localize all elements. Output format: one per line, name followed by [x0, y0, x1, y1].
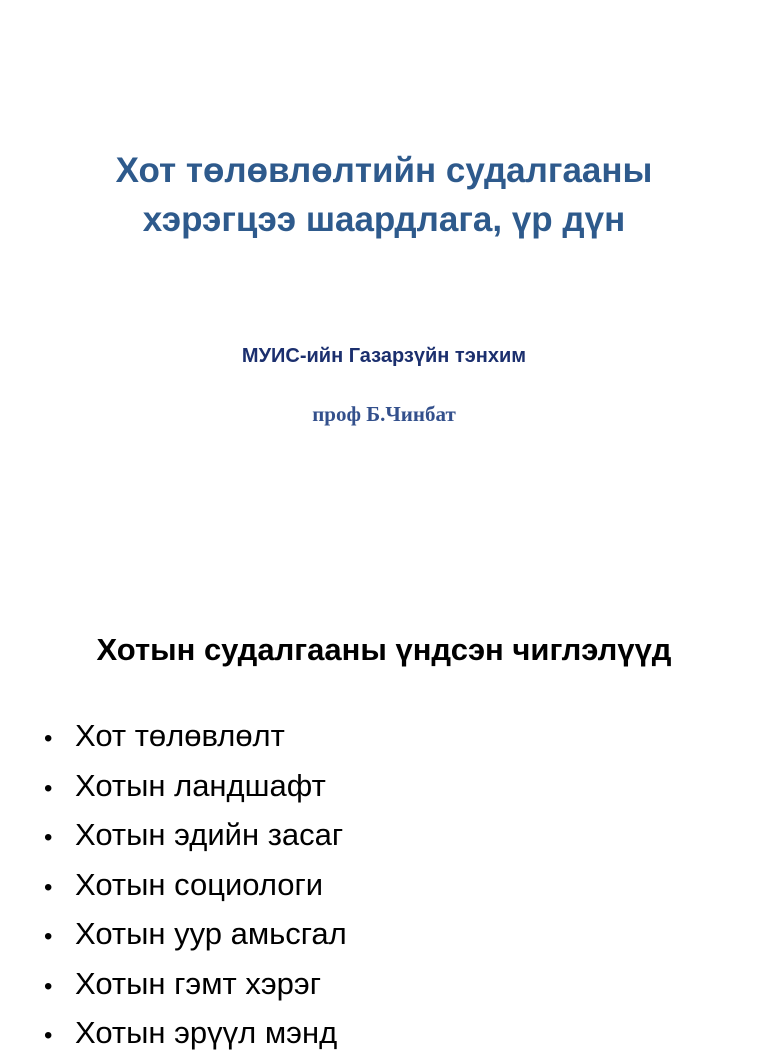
list-item-text: Хотын гэмт хэрэг — [75, 965, 322, 1001]
bullet-icon: • — [44, 824, 53, 851]
topics-heading: Хотын судалгааны үндсэн чиглэлүүд — [96, 632, 672, 667]
title-line-1: Хот төлөвлөлтийн судалгааны — [115, 151, 653, 190]
bullet-icon: • — [44, 873, 53, 901]
list-item-text: Хотын социологи — [75, 866, 324, 902]
bullet-icon: • — [44, 725, 53, 752]
list-item-text: Хотын эдийн засаг — [75, 817, 344, 852]
title-line-2: хэрэгцээ шаардлага, үр дүн — [142, 200, 626, 239]
list-item — [44, 909, 347, 959]
list-item — [44, 959, 347, 1009]
list-item-text: Хотын уур амьсгал — [75, 916, 347, 951]
list-item — [44, 860, 347, 910]
topics-list — [44, 711, 347, 1058]
presentation-title — [0, 146, 768, 244]
institution-label: МУИС-ийн Газарзүйн тэнхим — [241, 345, 527, 367]
bullet-icon: • — [44, 1022, 53, 1049]
bullet-icon: • — [44, 972, 53, 1000]
bullet-icon: • — [44, 774, 53, 802]
list-item-text: Хот төлөвлөлт — [75, 718, 285, 753]
list-item-text: Хотын ландшафт — [75, 767, 326, 803]
list-item — [44, 711, 347, 761]
list-item — [44, 1008, 347, 1058]
list-item — [44, 761, 347, 811]
author-label: проф Б.Чинбат — [312, 402, 456, 426]
list-item-text: Хотын эрүүл мэнд — [75, 1015, 338, 1050]
list-item — [44, 810, 347, 860]
bullet-icon: • — [44, 923, 53, 950]
topics-slide — [0, 576, 768, 1050]
